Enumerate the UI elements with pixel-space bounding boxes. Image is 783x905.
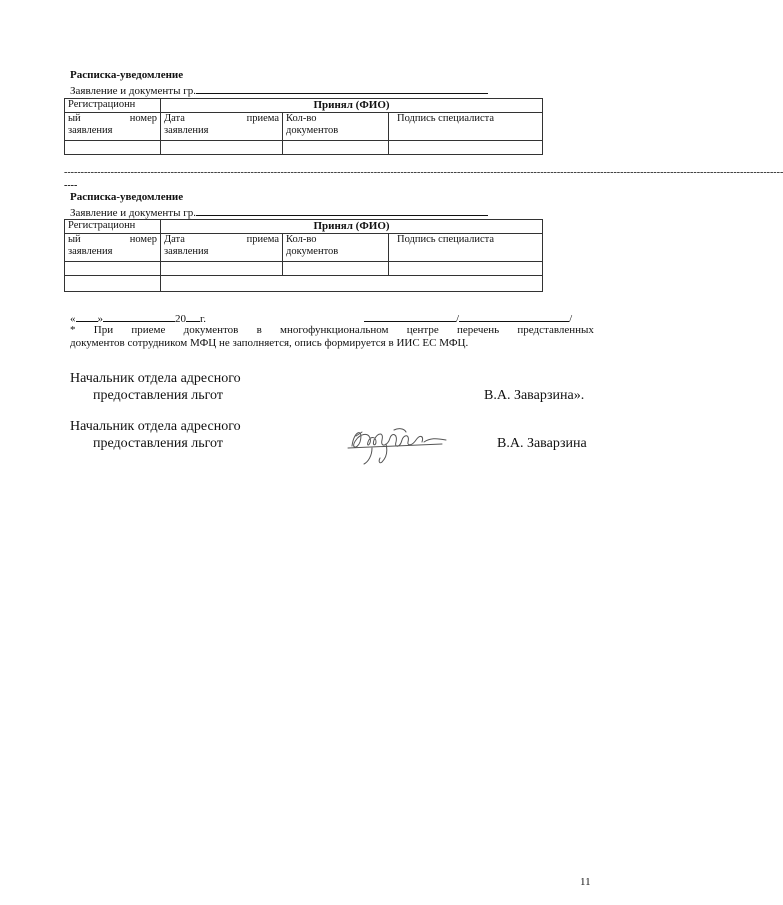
footnote-line2: документов сотрудником МФЦ не заполняется, опись формируется в ИИС ЕС МФЦ.: [70, 337, 469, 349]
footnote-word: При: [93, 324, 114, 336]
receipt2-subtitle: [70, 205, 488, 219]
receipt2-subtitle-text: Заявление и документы гр.: [70, 207, 196, 219]
handwritten-signature-icon: [342, 418, 452, 468]
receipt1-sign-header: Подпись специалиста: [389, 113, 543, 141]
receipt1-empty-cell: [161, 141, 283, 155]
name-fill-line: [196, 83, 488, 94]
receipt1-reg-header-top: Регистрационн: [65, 99, 161, 113]
footnote: [70, 324, 594, 350]
sign1-role-line2: предоставления льгот: [93, 388, 223, 403]
receipt2-reg-header-top: Регистрационн: [65, 220, 161, 234]
cut-line-tail: ----: [64, 180, 78, 191]
receipt2-accepted-header: Принял (ФИО): [161, 220, 543, 234]
receipt1-empty-cell: [389, 141, 543, 155]
receipt1-subtitle: [70, 83, 488, 97]
footnote-word: центре: [406, 324, 439, 336]
sign2-name: В.А. Заварзина: [497, 436, 587, 451]
footnote-line1: [70, 324, 594, 337]
footnote-word: в: [256, 324, 262, 336]
receipt1-table: [64, 98, 543, 155]
sign1-role-line1: Начальник отдела адресного: [70, 371, 241, 386]
cut-line: ------------------------------------------------------------------------------------------------------------------------------------------------------------------------------------------------------------------------: [64, 167, 783, 178]
sign2-role-line1: Начальник отдела адресного: [70, 419, 241, 434]
footnote-word: представленных: [517, 324, 594, 336]
sign1-name: В.А. Заварзина».: [484, 388, 585, 403]
page-number: 11: [580, 876, 591, 888]
receipt2-empty-cell: [65, 276, 161, 292]
footnote-word: многофункциональном: [280, 324, 389, 336]
receipt2-count-header: Кол-во документов: [283, 234, 389, 262]
receipt1-reg-header: ый номер заявления: [65, 113, 161, 141]
receipt2-empty-cell: [389, 262, 543, 276]
receipt1-count-header: Кол-во документов: [283, 113, 389, 141]
receipt2-date-header: Дата приема заявления: [161, 234, 283, 262]
receipt2-table: [64, 219, 543, 292]
footnote-word: перечень: [456, 324, 500, 336]
receipt2-empty-cell: [161, 262, 283, 276]
receipt1-empty-cell: [283, 141, 389, 155]
receipt1-title: Расписка-уведомление: [70, 69, 184, 81]
receipt1-empty-cell: [65, 141, 161, 155]
receipt1-subtitle-text: Заявление и документы гр.: [70, 85, 196, 97]
receipt2-empty-cell: [65, 262, 161, 276]
signature-fill-line: / /: [364, 311, 572, 326]
footnote-word: приеме: [131, 324, 166, 336]
receipt2-empty-cell: [283, 262, 389, 276]
receipt1-accepted-header: Принял (ФИО): [161, 99, 543, 113]
footnote-word: документов: [183, 324, 239, 336]
receipt2-sign-header: Подпись специалиста: [389, 234, 543, 262]
footnote-word: *: [70, 324, 76, 336]
sign2-role-line2: предоставления льгот: [93, 436, 223, 451]
receipt2-title: Расписка-уведомление: [70, 191, 184, 203]
name-fill-line: [196, 205, 488, 216]
receipt2-empty-cell: [161, 276, 543, 292]
date-fill-line: « » 20 г.: [70, 313, 207, 325]
receipt1-date-header: Дата приема заявления: [161, 113, 283, 141]
receipt2-reg-header: ый номер заявления: [65, 234, 161, 262]
